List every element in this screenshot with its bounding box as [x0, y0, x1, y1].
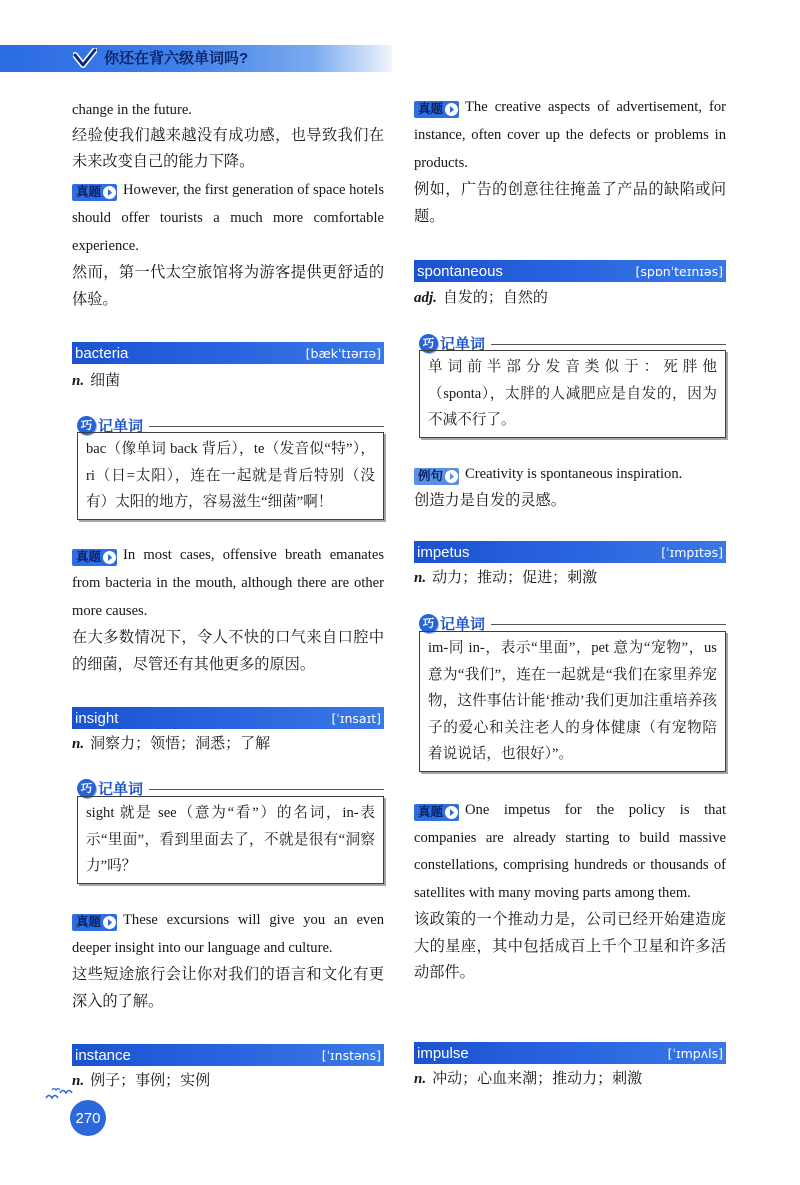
- badge-label: 真题: [76, 185, 102, 199]
- qiao-memo-icon: 巧: [419, 334, 438, 353]
- meaning: 冲动；心血来潮；推动力；刺激: [432, 1071, 643, 1087]
- definition: [414, 285, 726, 311]
- definition: [414, 565, 726, 591]
- word-bar-instance: [72, 1044, 384, 1066]
- example-en: [414, 460, 726, 488]
- headword: spontaneous: [417, 262, 503, 280]
- memo-box: bac（像单词 back 背后），te（发音似“特”），ri（日=太阳），连在一起就是背后特别（没有）太阳的地方，容易滋生“细菌”啊！: [77, 432, 384, 520]
- chapter-title: 你还在背六级单词吗?: [104, 50, 249, 67]
- definition: [72, 731, 384, 757]
- meaning: 自发的；自然的: [442, 290, 548, 306]
- example-instance: [414, 93, 726, 230]
- arrow-right-icon: [103, 186, 116, 199]
- check-icon: [73, 48, 97, 69]
- continued-example: [72, 176, 384, 313]
- example-en-text: These excursions will give you an even deeper insight into our language and culture.: [72, 912, 384, 956]
- memo-box: im-同 in-，表示“里面”，pet 意为“宠物”，us 意为“我们”，连在一起就是“我们在家里养宠物，这件事估计能‘推动’我们更加注重培养孩子的爱心和关注老人的身体健康（有宠物陪着说说话，也很好）”。: [419, 631, 726, 772]
- divider: [149, 426, 384, 427]
- example-en-text: The creative aspects of advertisement, for instance, often cover up the defects or problems in products.: [414, 99, 726, 171]
- badge-label: 真题: [76, 550, 102, 564]
- meaning: 例子；事例；实例: [90, 1073, 211, 1089]
- phonetic: [ˈɪnsaɪt]: [331, 710, 381, 726]
- example-bacteria: [72, 541, 384, 678]
- word-bar-impetus: [414, 541, 726, 563]
- badge-label: 真题: [418, 102, 444, 116]
- divider: [491, 344, 726, 345]
- definition: [72, 368, 384, 394]
- arrow-right-icon: [103, 916, 116, 929]
- divider: [491, 624, 726, 625]
- memo-box: 单词前半部分发音类似于：死胖他（sponta），太胖的人减肥应是自发的，因为不减不行了。: [419, 350, 726, 438]
- example-en-text: However, the first generation of space hotels should offer tourists a much more comfortable experience.: [72, 182, 384, 254]
- word-bar-bacteria: [72, 342, 384, 364]
- zhenti-badge: [414, 101, 459, 118]
- part-of-speech: n.: [72, 373, 85, 389]
- definition: [72, 1068, 384, 1094]
- example-zh: 创造力是自发的灵感。: [414, 492, 566, 509]
- zhenti-badge: [414, 804, 459, 821]
- example-zh: 这些短途旅行会让你对我们的语言和文化有更深入的了解。: [72, 966, 384, 1010]
- arrow-right-icon: [445, 806, 458, 819]
- example-en: [72, 541, 384, 625]
- headword: impetus: [417, 543, 470, 561]
- part-of-speech: n.: [414, 570, 427, 586]
- badge-label: 真题: [418, 805, 444, 819]
- meaning: 细菌: [90, 373, 121, 389]
- memo-heading-label: 记单词: [440, 615, 486, 633]
- memo-box: sight 就是 see（意为“看”）的名词，in-表示“里面”，看到里面去了，不就是很有“洞察力”吗？: [77, 796, 384, 884]
- meaning: 洞察力；领悟；洞悉；了解: [90, 736, 271, 752]
- example-impetus: [414, 797, 726, 987]
- example-en: [72, 906, 384, 962]
- chapter-header: [0, 45, 392, 72]
- example-en-text: In most cases, offensive breath emanates from bacteria in the mouth, although there are other more causes.: [72, 547, 384, 619]
- phonetic: [spɒnˈteɪnɪəs]: [635, 263, 723, 279]
- definition: [414, 1066, 726, 1092]
- phonetic: [ˈɪmpʌls]: [667, 1045, 723, 1061]
- birds-icon: [44, 1086, 78, 1102]
- qiao-memo-icon: 巧: [77, 779, 96, 798]
- zhenti-badge: [72, 914, 117, 931]
- example-spontaneous: [414, 460, 726, 515]
- part-of-speech: adj.: [414, 290, 437, 306]
- headword: insight: [75, 709, 119, 727]
- part-of-speech: n.: [72, 1073, 85, 1089]
- example-insight: [72, 906, 384, 1015]
- part-of-speech: n.: [414, 1071, 427, 1087]
- arrow-right-icon: [103, 551, 116, 564]
- example-en: [72, 176, 384, 260]
- arrow-right-icon: [445, 103, 458, 116]
- zhenti-badge: [72, 184, 117, 201]
- word-bar-insight: [72, 707, 384, 729]
- liju-badge: [414, 468, 459, 485]
- example-en: [414, 797, 726, 907]
- headword: impulse: [417, 1044, 469, 1062]
- headword: instance: [75, 1046, 131, 1064]
- example-zh: 例如，广告的创意往往掩盖了产品的缺陷或问题。: [414, 181, 726, 225]
- meaning: 动力；推动；促进；刺激: [432, 570, 598, 586]
- example-en-text: One impetus for the policy is that companies are already starting to build massive constellations, comprising hundreds or thousands of satellites with many moving parts among them.: [414, 802, 726, 901]
- phonetic: [ˈɪnstəns]: [321, 1047, 381, 1063]
- divider: [149, 789, 384, 790]
- page-number: 270: [70, 1100, 106, 1136]
- example-en-text: Creativity is spontaneous inspiration.: [465, 466, 683, 482]
- badge-label: 真题: [76, 915, 102, 929]
- zhenti-badge: [72, 549, 117, 566]
- continued-intro-zh: 经验使我们越来越没有成功感，也导致我们在未来改变自己的能力下降。: [72, 127, 384, 170]
- example-en: [414, 93, 726, 177]
- example-zh: 在大多数情况下，令人不快的口气来自口腔中的细菌，尽管还有其他更多的原因。: [72, 629, 384, 673]
- continued-intro-en: change in the future.: [72, 102, 192, 118]
- qiao-memo-icon: 巧: [77, 416, 96, 435]
- headword: bacteria: [75, 344, 129, 362]
- qiao-memo-icon: 巧: [419, 614, 438, 633]
- part-of-speech: n.: [72, 736, 85, 752]
- continued-entry: [72, 97, 384, 175]
- example-zh: 该政策的一个推动力是，公司已经开始建造庞大的星座，其中包括成百上千个卫星和许多活动部件。: [414, 911, 726, 982]
- memo-heading-label: 记单词: [440, 335, 486, 353]
- word-bar-impulse: [414, 1042, 726, 1064]
- arrow-right-icon: [445, 470, 458, 483]
- badge-label: 例句: [418, 469, 444, 483]
- memo-heading-label: 记单词: [98, 417, 144, 435]
- word-bar-spontaneous: [414, 260, 726, 282]
- memo-heading-label: 记单词: [98, 780, 144, 798]
- example-zh: 然而，第一代太空旅馆将为游客提供更舒适的体验。: [72, 264, 384, 308]
- phonetic: [bækˈtɪərɪə]: [305, 345, 381, 361]
- phonetic: [ˈɪmpɪtəs]: [661, 544, 723, 560]
